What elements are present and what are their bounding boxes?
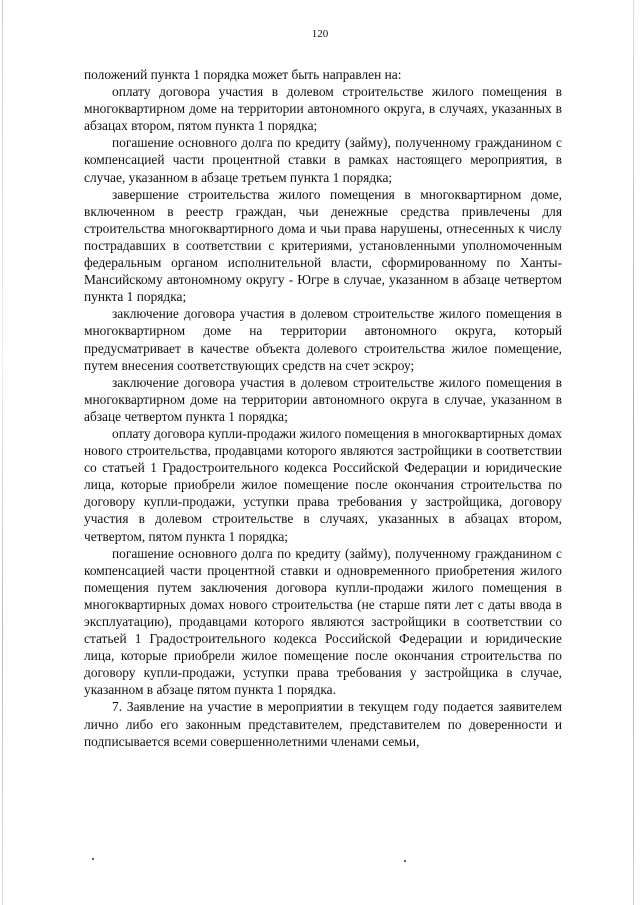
paragraph-item: оплату договора купли-продажи жилого помещения в многоквартирных домах нового строительства, продавцами которого являются застройщики в соответствии со статьей 1 Градостроительного кодекса Российской Федерации и юридические лица, которые приобрели жилое помещение после окончания строительства по договору купли-продажи, уступки права требования у застройщика, договору участия в долевом строительстве в случаях, указанных в абзацах втором, четвертом, пятом пункта 1 порядка; <box>84 425 562 544</box>
paragraph-item: оплату договора участия в долевом строительстве жилого помещения в многоквартирном доме на территории автономного округа, в случаях, указанных в абзацах втором, пятом пункта 1 порядка; <box>84 84 562 134</box>
scan-speck <box>92 858 94 860</box>
paragraph-intro: положений пункта 1 порядка может быть направлен на: <box>84 67 402 82</box>
paragraph-item: погашение основного долга по кредиту (займу), полученному гражданином с компенсацией части процентной ставки и одновременного приобретения жилого помещения путем заключения договора купли-продажи жилого помещения в многоквартирных домах нового строительства (не старше пяти лет с даты ввода в эксплуатацию), продавцами которого являются застройщики в соответствии со статьей 1 Градостроительного кодекса Российской Федерации и юридические лица, которые приобрели жилое помещение после окончания строительства по договору купли-продажи, уступки права требования у застройщика в случае, указанном в абзаце пятом пункта 1 порядка. <box>84 545 562 698</box>
scan-edge-right <box>633 0 634 905</box>
paragraph-item: завершение строительства жилого помещения в многоквартирном доме, включенном в реестр граждан, чьи денежные средства привлечены для строительства многоквартирного дома и чьи права нарушены, отнесенных к числу пострадавших в соответствии с критериями, установленными уполномоченным федеральным органом исполнительной власти, сформированному по Ханты-Мансийскому автономному округу - Югре в случае, указанном в абзаце четвертом пункта 1 порядка; <box>84 186 562 305</box>
page-number: 120 <box>311 28 329 40</box>
scan-speck <box>404 860 406 862</box>
paragraph-clause-7: 7. Заявление на участие в мероприятии в текущем году подается заявителем лично либо его законным представителем, представителем по доверенности и подписывается всеми совершеннолетними членами семьи, <box>84 699 562 749</box>
paragraph-item: заключение договора участия в долевом строительстве жилого помещения в многоквартирном доме на территории автономного округа в случае, указанном в абзаце четвертом пункта 1 порядка; <box>84 374 562 424</box>
document-body <box>84 66 562 750</box>
paragraph-item: погашение основного долга по кредиту (займу), полученному гражданином с компенсацией части процентной ставки в рамках настоящего мероприятия, в случае, указанном в абзаце третьем пункта 1 порядка; <box>84 135 562 185</box>
scan-edge-left <box>2 0 3 905</box>
paragraph-item: заключение договора участия в долевом строительстве жилого помещения в многоквартирном доме на территории автономного округа, который предусматривает в качестве объекта долевого строительства жилое помещение, путем внесения соответствующих средств на счет эскроу; <box>84 306 562 373</box>
